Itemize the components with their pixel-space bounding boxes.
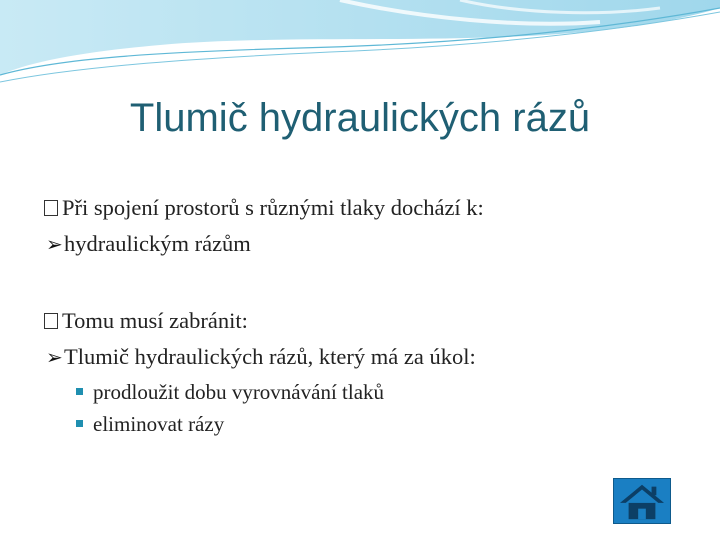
slide-title: Tlumič hydraulických rázů — [129, 96, 591, 140]
bullet-1 — [44, 190, 694, 226]
sub-item-1 — [44, 376, 694, 408]
home-button[interactable] — [613, 478, 671, 524]
header-wave-decoration — [0, 0, 720, 90]
bullet-1-sub — [44, 226, 694, 263]
arrow-bullet-icon: ➢ — [46, 347, 63, 369]
bullet-2-sub — [44, 339, 694, 376]
sub-item-1-text: prodloužit dobu vyrovnávání tlaků — [93, 380, 385, 404]
arrow-bullet-icon: ➢ — [46, 234, 63, 256]
sub-item-2-text: eliminovat rázy — [93, 412, 225, 436]
bullet-1-text: Při spojení prostorů s různými tlaky dochází k: — [62, 195, 484, 220]
bullet-2-text: Tomu musí zabránit: — [62, 308, 248, 333]
missing-glyph-box — [44, 313, 58, 329]
bullet-1-sub-text: hydraulickým rázům — [64, 231, 251, 256]
slide-body — [44, 190, 694, 440]
missing-glyph-box — [44, 200, 58, 216]
bullet-2 — [44, 303, 694, 339]
sub-item-2 — [44, 408, 694, 440]
bullet-2-sub-text: Tlumič hydraulických rázů, který má za úkol: — [64, 344, 476, 369]
home-icon — [614, 479, 670, 523]
square-bullet-icon — [76, 388, 83, 395]
square-bullet-icon — [76, 420, 83, 427]
